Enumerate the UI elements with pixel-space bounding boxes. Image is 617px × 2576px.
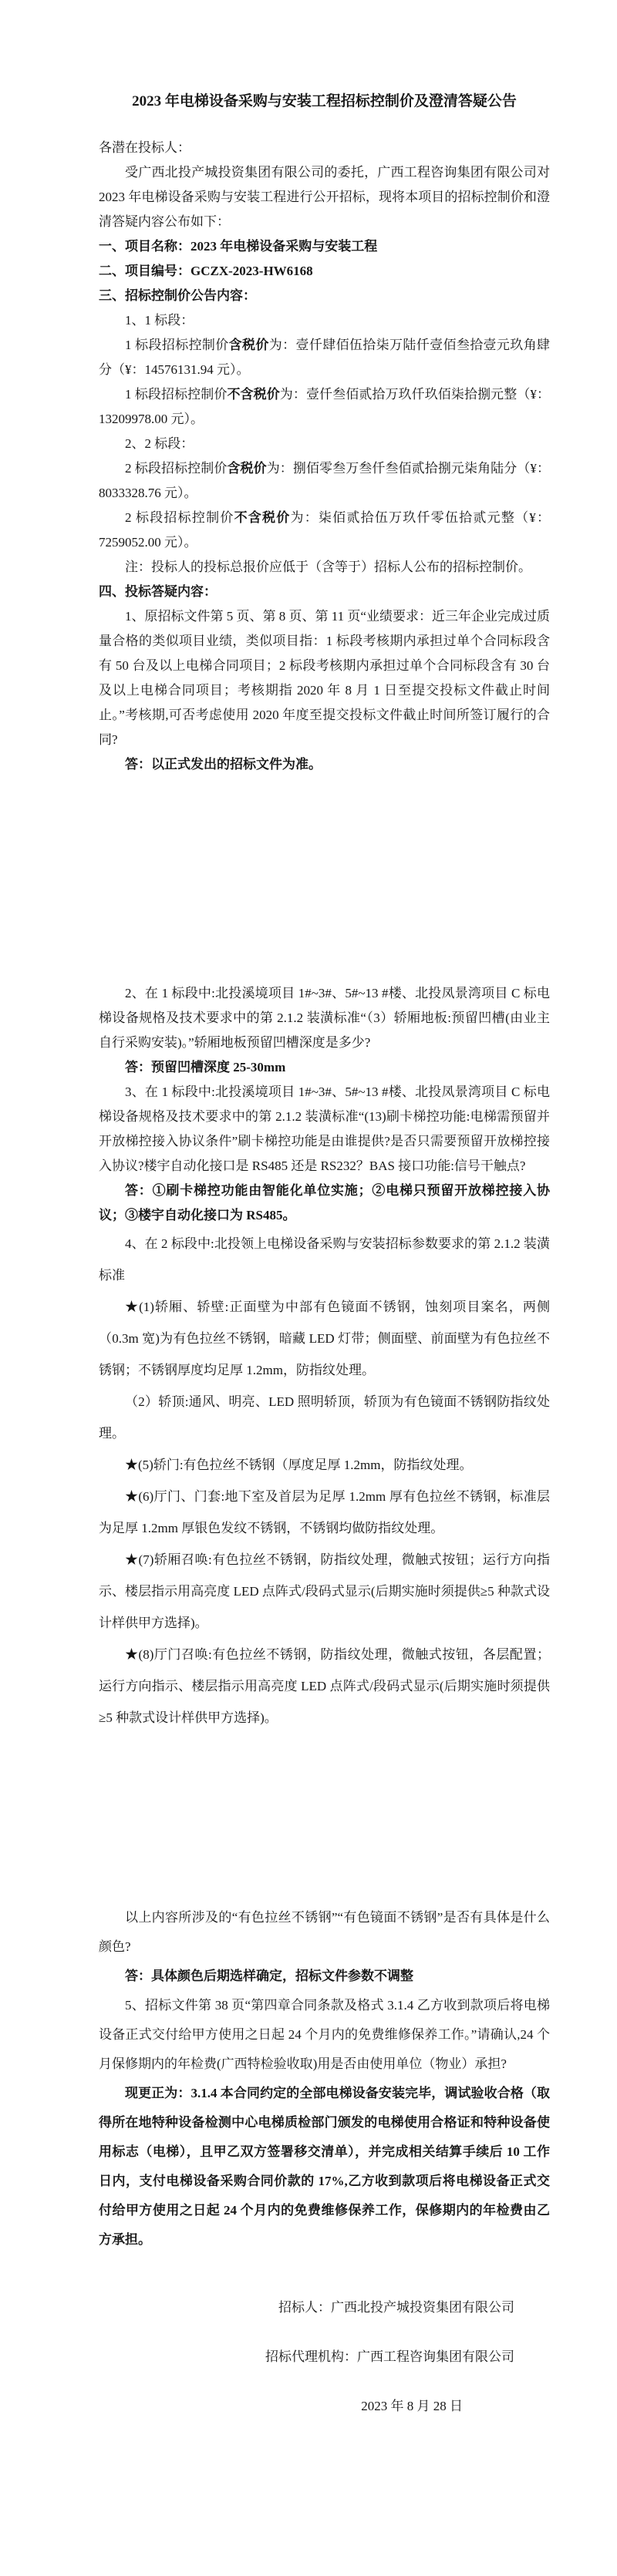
blank-space bbox=[99, 1734, 550, 1903]
signature-date: 2023 年 8 月 28 日 bbox=[361, 2399, 463, 2413]
lot2-price-incl-tax bbox=[99, 456, 550, 506]
control-price-note: 注：投标人的投标总报价应低于（含等于）招标人公布的招标控制价。 bbox=[125, 560, 531, 574]
qa1-question: 1、原招标文件第 5 页、第 8 页、第 11 页“业绩要求：近三年企业完成过质量合格的类似项目业绩，类似项目指：1 标段考核期内承担过单个合同标段含有 50 台及以上电梯合同项目；2 标段考核期内承担过单个合同标段含有 30 台及以上电梯合同项目；考核期指 2020 年 8 月 1 日至提交投标文件截止时间止。”考核期,可否考虑使用 2020 年度至提交投标文件截止时间所签订履行的合同? bbox=[99, 609, 550, 747]
heading-control-price: 三、招标控制价公告内容： bbox=[99, 288, 256, 303]
qa4-item: ★(1)轿厢、轿壁:正面壁为中部有色镜面不锈钢，蚀刻项目案名，两侧（0.3m 宽)为有色拉丝不锈钢，暗藏 LED 灯带；侧面壁、前面壁为有色拉丝不锈钢；不锈钢厚度均足厚 1.2mm，防指纹处理。 bbox=[99, 1300, 550, 1377]
heading-project-name: 一、项目名称：2023 年电梯设备采购与安装工程 bbox=[99, 239, 378, 254]
qa4-intro: 4、在 2 标段中:北投领上电梯设备采购与安装招标参数要求的第 2.1.2 装潢标准 bbox=[99, 1236, 550, 1283]
qa4-item: ★(6)厅门、门套:地下室及首层为足厚 1.2mm 厚有色拉丝不锈钢，标准层为足厚 1.2mm 厚银色发纹不锈钢，不锈钢均做防指纹处理。 bbox=[99, 1489, 550, 1535]
price-prefix: 1 标段招标控制价 bbox=[125, 338, 229, 352]
signature-block bbox=[99, 2293, 550, 2421]
qa5-correction: 现更正为：3.1.4 本合同约定的全部电梯设备安装完毕，调试验收合格（取得所在地特种设备检测中心电梯质检部门颁发的电梯使用合格证和特种设备使用标志（电梯），且甲乙双方签署移交清单），并完成相关结算手续后 10 工作日内，支付电梯设备采购合同价款的 17%,乙方收到款项后将电梯设备正式交付给甲方使用之日起 24 个月内的免费维修保养工作，保修期内的年检费由乙方承担。 bbox=[99, 2086, 550, 2247]
signature-agency: 招标代理机构：广西工程咨询集团有限公司 bbox=[265, 2349, 514, 2364]
price-amount: 为：捌佰零叁万叁仟叁佰贰拾捌元柒角陆分（¥：8033328.76 元）。 bbox=[99, 461, 551, 500]
qa3-question: 3、在 1 标段中:北投溪境项目 1#~3#、5#~13 #楼、北投凤景湾项目 C 标电梯设备规格及技术要求中的第 2.1.2 装潢标准“(13)刷卡梯控功能:电梯需预留并开放梯控接入协议条件”刷卡梯控功能是由谁提供?是否只需要预留开放梯控接入协议?楼宇自动化接口是 RS485 还是 RS232？BAS 接口功能:信号干触点? bbox=[99, 1085, 550, 1173]
qa2-question: 2、在 1 标段中:北投溪境项目 1#~3#、5#~13 #楼、北投凤景湾项目 C 标电梯设备规格及技术要求中的第 2.1.2 装潢标准“（3）轿厢地板:预留凹槽(由业主自行采购安装)。”轿厢地板预留凹槽深度是多少? bbox=[99, 986, 550, 1050]
lot1-label: 1、1 标段： bbox=[125, 313, 194, 328]
qa4-answer: 答：具体颜色后期选样确定，招标文件参数不调整 bbox=[125, 1969, 413, 1983]
lot1-price-excl-tax bbox=[99, 382, 550, 432]
lot2-label: 2、2 标段： bbox=[125, 436, 194, 451]
lot2-price-excl-tax bbox=[99, 506, 550, 555]
lot1-price-incl-tax bbox=[99, 333, 550, 382]
price-prefix: 2 标段招标控制价 bbox=[125, 510, 234, 525]
qa2-answer: 答：预留凹槽深度 25-30mm bbox=[125, 1060, 286, 1074]
qa4-item: ★(8)厅门召唤:有色拉丝不锈钢，防指纹处理，微触式按钮，各层配置；运行方向指示、楼层指示用高亮度 LED 点阵式/段码式显示(后期实施时须提供≥5 种款式设计样供甲方选择)。 bbox=[99, 1647, 550, 1725]
intro-paragraph: 受广西北投产城投资集团有限公司的委托，广西工程咨询集团有限公司对 2023 年电梯设备采购与安装工程进行公开招标，现将本项目的招标控制价和澄清答疑内容公布如下： bbox=[99, 165, 550, 229]
price-tax-term: 含税价 bbox=[228, 338, 269, 352]
qa4-item: ★(5)轿门:有色拉丝不锈钢（厚度足厚 1.2mm，防指纹处理。 bbox=[125, 1458, 473, 1472]
qa3-answer: 答：①刷卡梯控功能由智能化单位实施；②电梯只预留开放梯控接入协议；③楼宇自动化接口为 RS485。 bbox=[99, 1183, 550, 1222]
qa4-question: 以上内容所涉及的“有色拉丝不锈钢”“有色镜面不锈钢”是否有具体是什么颜色? bbox=[99, 1910, 550, 1954]
price-tax-term: 含税价 bbox=[227, 461, 267, 476]
price-amount: 为：壹仟叁佰贰拾万玖仟玖佰柒拾捌元整（¥：13209978.00 元）。 bbox=[99, 387, 550, 426]
qa4-item: ★(7)轿厢召唤:有色拉丝不锈钢，防指纹处理，微触式按钮；运行方向指示、楼层指示用高亮度 LED 点阵式/段码式显示(后期实施时须提供≥5 种款式设计样供甲方选择)。 bbox=[99, 1552, 550, 1630]
price-amount: 为：壹仟肆佰伍拾柒万陆仟壹佰叁拾壹元玖角肆分（¥：14576131.94 元）。 bbox=[99, 338, 551, 377]
heading-project-number: 二、项目编号：GCZX-2023-HW6168 bbox=[99, 264, 313, 278]
blank-space bbox=[99, 2255, 550, 2293]
signature-bidder: 招标人：广西北投产城投资集团有限公司 bbox=[278, 2300, 514, 2315]
salutation: 各潜在投标人： bbox=[99, 140, 190, 155]
price-tax-term: 不含税价 bbox=[227, 387, 280, 402]
price-amount: 为：柒佰贰拾伍万玖仟零伍拾贰元整（¥：7259052.00 元）。 bbox=[99, 510, 551, 550]
blank-space bbox=[99, 777, 550, 981]
price-prefix: 1 标段招标控制价 bbox=[125, 387, 228, 402]
heading-qa: 四、投标答疑内容： bbox=[99, 584, 217, 599]
qa5-question: 5、招标文件第 38 页“第四章合同条款及格式 3.1.4 乙方收到款项后将电梯设备正式交付给甲方使用之日起 24 个月内的免费维修保养工作。”请确认,24 个月保修期内的年检费(广西特检验收取)用是否由使用单位（物业）承担? bbox=[99, 1998, 550, 2071]
price-tax-term: 不含税价 bbox=[234, 510, 291, 525]
doc-title: 2023 年电梯设备采购与安装工程招标控制价及澄清答疑公告 bbox=[132, 93, 517, 109]
price-prefix: 2 标段招标控制价 bbox=[125, 461, 228, 476]
qa4-item: （2）轿顶:通风、明亮、LED 照明轿顶，轿顶为有色镜面不锈钢防指纹处理。 bbox=[99, 1394, 550, 1441]
qa1-answer: 答：以正式发出的招标文件为准。 bbox=[125, 757, 322, 772]
